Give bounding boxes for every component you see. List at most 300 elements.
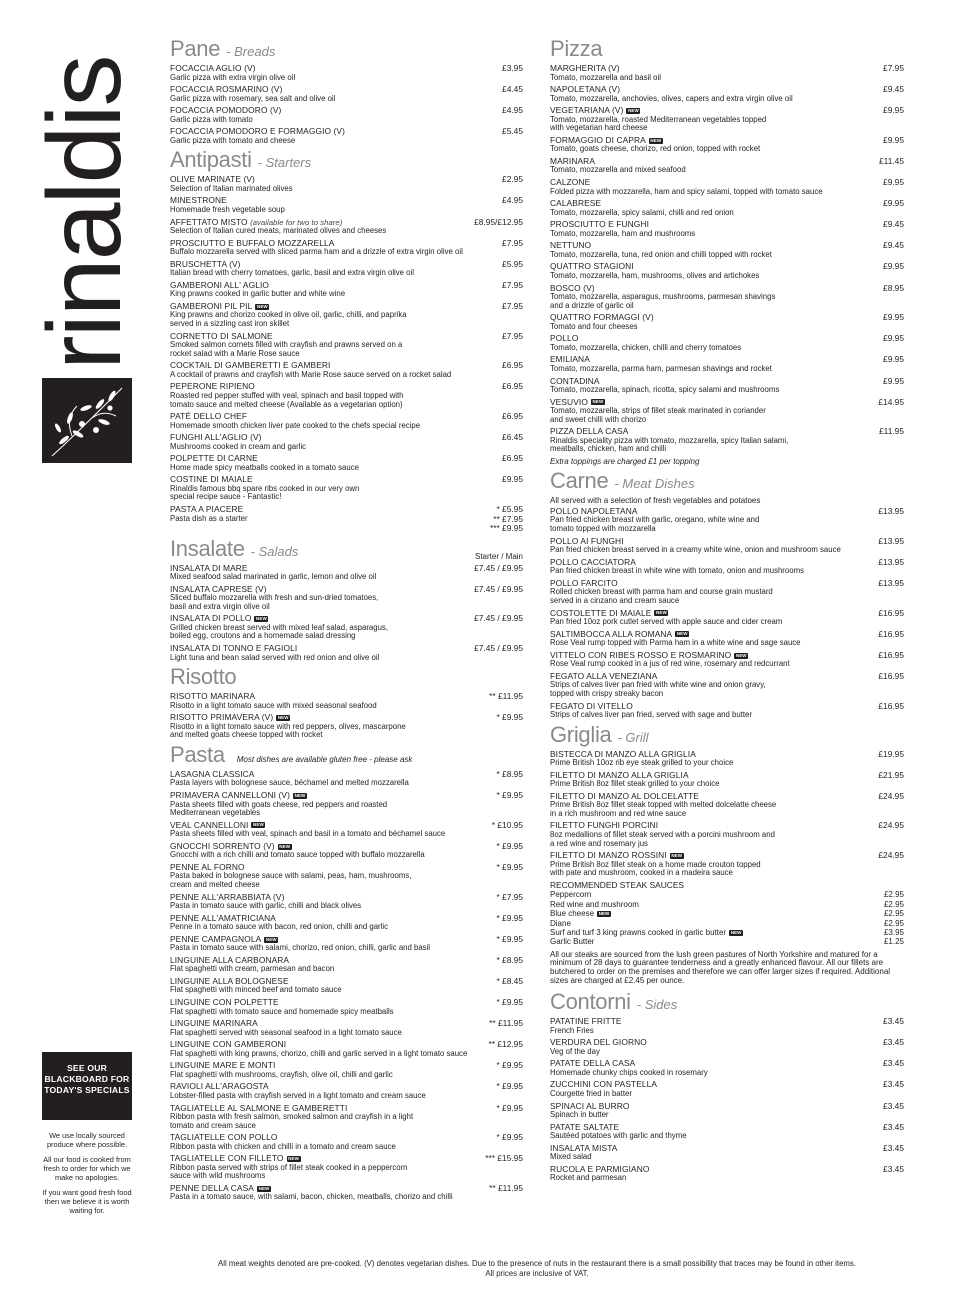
dish-description: Garlic pizza with rosemary, sea salt and olive oil [170,93,336,103]
dish-name: PATATE SALTATE [550,1121,620,1132]
dish-description: and a drizzle of garlic oil [550,300,634,310]
section-heading [170,535,523,563]
dish-price: £7.95 [502,300,523,311]
menu-item-text [170,302,502,329]
dish-description: tomato topped with mozzarella [550,524,656,534]
sauce-name: Surf and turf 3 king prawns cooked in garlic butter [550,927,727,937]
menu-item-text [170,412,502,430]
menu-item [170,281,523,299]
dish-price: £24.95 [878,850,904,861]
menu-item [170,956,523,974]
menu-item [170,914,523,932]
menu-item-text [170,842,496,860]
new-badge: NEW [598,911,610,917]
dish-price: * £9.95 [496,1081,523,1092]
dish-price: £13.95 [878,535,904,546]
steak-sauces-title: RECOMMENDED STEAK SAUCES [550,879,685,890]
dish-description: Ribbon pasta served with strips of fillet steak cooked in a peppercorn [170,1162,408,1172]
menu-item-text [170,239,502,257]
menu-item [550,398,904,425]
dish-description: 8oz medallions of fillet steak served with a porcini mushroom and [550,829,775,839]
sauce-name: Peppercorn [550,890,592,900]
dish-name: AFFETTATO MISTO [170,216,248,227]
dish-price: * £10.95 [491,819,523,830]
dish-name: NETTUNO [550,240,592,251]
dish-description: Lobster-filled pasta with crayfish served in a light tomato and cream sauce [170,1090,426,1100]
dish-price: £13.95 [878,556,904,567]
menu-item-text [550,1102,883,1120]
dish-price: £11.95 [879,426,904,437]
dish-name: PENNE CAMPAGNOLA [170,933,262,944]
menu-item-text [170,1019,489,1037]
dish-name: GNOCCHI SORRENTO (V) [170,840,275,851]
section-heading [550,721,904,749]
menu-item [550,771,904,789]
dish-name: BOSCO (V) [550,282,595,293]
dish-description: Prime British 8oz fillet steak on a home made crouton topped [550,859,761,869]
section-antipasti [170,149,523,533]
menu-item [170,585,523,612]
dish-name: FORMAGGIO DI CAPRA [550,134,646,145]
dish-name: POLLO CACCIATORA [550,556,636,567]
dish-description: and sweet chilli with chorizo [550,414,647,424]
dish-price: * £5.95 ** £7.95 *** £9.95 [489,504,523,534]
menu-item-text [550,702,878,720]
dish-price: £7.95 [502,330,523,341]
menu-item-text [170,1061,496,1079]
dish-price: £7.95 [502,279,523,290]
menu-item-text [170,644,474,662]
dish-name: MARINARA [550,155,596,166]
dish-price: * £9.95 [496,933,523,944]
dish-name: MARGHERITA (V) [550,63,620,73]
dish-name: RUCOLA E PARMIGIANO [550,1163,650,1174]
menu-item [550,851,904,878]
menu-item [550,178,904,196]
menu-item [170,175,523,193]
dish-name: FILETTO DI MANZO ALLA GRIGLIA [550,769,689,780]
section-pizza [550,38,904,466]
dish-price: £9.45 [883,84,904,95]
footer-vat-note: All prices are inclusive of VAT. [485,1269,589,1278]
dish-description: tomato sauce and melted cheese (Available as a vegetarian option) [170,399,403,409]
section-insalate [170,535,523,663]
dish-description: Pasta layers with bolognese sauce, béchamel and melted mozzarella [170,778,409,788]
menu-item-text [170,106,502,124]
new-badge: NEW [279,843,291,849]
dish-price: £7.95 [883,63,904,73]
section-subtitle: - Meat Dishes [614,475,695,491]
dish-price: £3.45 [883,1016,904,1027]
dish-price: £7.45 / £9.95 [474,613,523,624]
menu-item-text [550,398,878,425]
dish-name: VEGETARIANA (V) [550,105,624,116]
menu-item-name [550,1144,877,1154]
menu-item [550,579,904,606]
menu-item-text [550,178,883,196]
dish-name: GAMBERONI ALL' AGLIO [170,279,270,290]
dish-description: Tomato, mozzarella, anchovies, olives, capers and extra virgin olive oil [550,93,793,103]
menu-item-text [550,537,878,555]
menu-item [170,412,523,430]
dish-name: QUATTRO STAGIONI [550,261,634,272]
footer-allergen-note: All meat weights denoted are pre-cooked. (V) denotes vegetarian dishes. Due to the presence of nuts in the restaurant there is a small possibility that traces may be found in other items. [218,1259,856,1268]
price-column-header: Starter / Main [474,551,523,561]
menu-item [170,106,523,124]
dish-price: ** £11.95 [489,691,523,702]
menu-item-text [550,427,879,454]
menu-item-text [550,157,879,175]
dish-price: £16.95 [878,607,904,618]
dish-description: King prawns cooked in garlic butter and white wine [170,289,346,299]
dish-description: Grilled chicken breast served with mixed leaf salad, asparagus, [170,622,388,632]
dish-description: Spinach in butter [550,1110,609,1120]
dish-price: £9.95 [502,474,523,485]
dish-price: £6.95 [502,411,523,422]
dish-price: £3.45 [883,1163,904,1174]
dish-description: Pasta in tomato sauce with garlic, chilli and black olives [170,901,362,911]
menu-item [550,507,904,534]
dish-description: Flat spaghetti with king prawns, chorizo, chilli and garlic served in a light tomato sauce [170,1048,468,1058]
dish-description: with pate and mushroom, cooked in a madeira sauce [550,868,733,878]
dish-description: King prawns and chorizo cooked in olive oil, garlic, chilli, and paprika [170,310,407,320]
dish-name: POLLO FARCITO [550,577,618,588]
menu-item [170,260,523,278]
dish-name: LINGUINE CON POLPETTE [170,997,279,1008]
menu-item [550,85,904,103]
new-badge: NEW [730,929,742,935]
dish-price: £13.95 [878,577,904,588]
menu-item [550,427,904,454]
menu-item [170,454,523,472]
dish-name: BRUSCHETTA (V) [170,258,241,269]
dish-name: FEGATO ALLA VENEZIANA [550,670,658,681]
menu-item-text [170,1082,496,1100]
dish-description: Rocket and parmesan [550,1173,627,1183]
dish-price: £4.95 [502,105,523,116]
dish-price: * £9.95 [496,861,523,872]
dish-description: Veg of the day [550,1046,600,1056]
section-title: Antipasti [170,147,252,173]
dish-name: INSALATA DI MARE [170,562,248,573]
menu-item-text [550,630,878,648]
dish-name: COCKTAIL DI GAMBERETTI E GAMBERI [170,360,331,371]
dish-price: * £9.95 [496,1102,523,1113]
menu-item-text [550,851,878,878]
menu-item-text [550,85,883,103]
section-heading [170,666,523,691]
dish-description: rocket salad with a Marie Rose sauce [170,348,300,358]
dish-description: Tomato, goats cheese, chorizo, red onion, topped with rocket [550,144,761,154]
dish-description: Mixed salad [550,1152,592,1162]
menu-item [170,382,523,409]
section-footnote: Extra toppings are charged £1 per topping [550,456,700,466]
dish-description: Flat spaghetti served with seasonal seafood in a light tomato sauce [170,1027,402,1037]
menu-item-text [550,750,878,768]
dish-name: FOCACCIA AGLIO (V) [170,63,256,73]
dish-price: * £9.95 [496,840,523,851]
menu-item-text [550,609,878,627]
steak-sauce-row [550,909,904,918]
dish-name: PENNE ALL'ARRABBIATA (V) [170,891,285,902]
section-contorni [550,991,904,1183]
dish-description: cream and melted cheese [170,879,260,889]
dish-description: Prime British 8oz fillet steak grilled to your choice [550,779,720,789]
new-badge: NEW [294,792,306,798]
menu-column-right [550,38,904,1187]
sauce-price: £3.95 [883,927,904,937]
menu-item-text [170,218,474,236]
menu-item-name [550,1017,877,1027]
menu-item [170,1061,523,1079]
menu-item-text [170,893,496,911]
dish-price: * £9.95 [496,997,523,1008]
dish-description: Homemade chunky chips cooked in rosemary [550,1067,708,1077]
sauce-name: Garlic Butter [550,937,595,947]
dish-name: POLLO AI FUNGHI [550,535,624,546]
dish-name: PROSCIUTTO E FUNGHI [550,219,649,230]
new-badge: NEW [735,652,747,658]
dish-description: Pasta in tomato sauce with salami, chorizo, red onion, chilli, garlic and basil [170,943,431,953]
dish-price: £2.95 [502,174,523,185]
dish-price: £11.45 [879,155,904,166]
dish-description: Tomato, mozzarella, strips of fillet steak marinated in coriander [550,406,766,416]
dish-description: Tomato, mozzarella, spicy salami, chilli and red onion [550,207,734,217]
dish-price: *** £15.95 [485,1153,523,1164]
dish-description: in a rich mushroom and red wine sauce [550,808,687,818]
dish-name: VESUVIO [550,396,588,407]
dish-name: FEGATO DI VITELLO [550,700,633,711]
dish-description: Sautéed potatoes with garlic and thyme [550,1131,687,1141]
dish-description: Tomato, mozzarella, ham, mushrooms, olives and artichokes [550,270,760,280]
menu-item [170,218,523,236]
menu-item [550,750,904,768]
dish-description: Mixed seafood salad marinated in garlic, lemon and olive oil [170,572,377,582]
dish-name: FILETTO DI MANZO ROSSINI [550,850,667,861]
blackboard-specials-box: SEE OUR BLACKBOARD FOR TODAY'S SPECIALS [42,1052,132,1120]
dish-name: GAMBERONI PIL PIL [170,300,253,311]
dish-description: Strips of calves liver pan fried with white wine and onion gravy, [550,680,766,690]
menu-item [550,537,904,555]
dish-description: special recipe sauce - Fantastic! [170,492,282,502]
menu-item-text [170,1040,489,1058]
dish-price: £16.95 [878,628,904,639]
menu-item [550,199,904,217]
menu-item-text [170,977,496,995]
section-title: Contorni [550,989,631,1015]
menu-item [550,702,904,720]
dish-price: £7.95 [502,237,523,248]
dish-name: SALTIMBOCCA ALLA ROMANA [550,628,673,639]
note-waiting: If you want good fresh food then we believe it is worth waiting for. [42,1188,132,1215]
sauce-price: £2.95 [883,918,904,928]
dish-description: Rolled chicken breast with parma ham and course grain mustard [550,587,773,597]
menu-item [170,614,523,641]
menu-item [170,196,523,214]
steak-sourcing-note: All our steaks are sourced from the lush green pastures of North Yorkshire and matured for a minimum of 28 days to guarantee tenderness and a greatly enhanced flavour. All our fillets are butchered to order on the premises and therefore we can offer larger sizes if required. Additional sizes are charged at £2.45 per ounce. [550,949,891,985]
section-heading [550,467,904,495]
dish-description: Selection of Italian marinated olives [170,183,293,193]
dish-description: Pasta dish as a starter [170,513,248,523]
dish-price: £9.95 [883,312,904,323]
dish-name: INSALATA MISTA [550,1142,618,1153]
dish-description: Flat spaghetti with mushrooms, crayfish, olive oil, chilli and garlic [170,1069,393,1079]
dish-description: Smoked salmon cornets filled with crayfish and prawns served on a [170,340,403,350]
dish-name: FUNGHI ALL'AGLIO (V) [170,432,262,443]
menu-item [550,157,904,175]
menu-item [550,220,904,238]
dish-price: £4.95 [502,195,523,206]
menu-item [550,821,904,848]
dish-price: £3.45 [883,1100,904,1111]
dish-name: FOCACCIA ROSMARINO (V) [170,84,283,95]
menu-item-text [550,106,883,133]
menu-item [550,136,904,154]
dish-description: Tomato, mozzarella, parma ham, parmesan shavings and rocket [550,363,772,373]
dish-name: TAGLIATELLE AL SALMONE E GAMBERETTI [170,1102,348,1113]
dish-name: LINGUINE MARE E MONTI [170,1060,276,1071]
dish-name: TAGLIATELLE CON FILLETO [170,1153,284,1164]
new-badge: NEW [676,631,688,637]
section-risotto [170,666,523,740]
dish-name: FOCACCIA POMODORO (V) [170,105,282,116]
menu-item-text [170,475,502,502]
dish-name: RISOTTO PRIMAVERA (V) [170,712,274,723]
menu-item-text [550,136,883,154]
dish-name: RAVIOLI ALL'ARAGOSTA [170,1081,269,1092]
menu-item-text [170,692,489,710]
dish-name: POLPETTE DI CARNE [170,453,258,464]
dish-price: £9.45 [883,240,904,251]
dish-description: Pan fried chicken breast with garlic, oregano, white wine and [550,515,760,525]
dish-name: PATATE DELLA CASA [550,1058,636,1069]
dish-description: topped with crispy streaky bacon [550,688,664,698]
section-pane [170,38,523,145]
menu-item [170,998,523,1016]
dish-description: Tomato and four cheeses [550,321,638,331]
dish-description: Pasta sheets filled with goats cheese, red peppers and roasted [170,799,388,809]
dish-price: £7.45 / £9.95 [474,583,523,594]
dish-price: £19.95 [878,748,904,759]
menu-item-text [550,651,878,669]
dish-price: £24.95 [878,820,904,831]
menu-item [550,1102,904,1120]
dish-price: £3.45 [883,1121,904,1132]
menu-item [170,842,523,860]
new-badge: NEW [256,303,268,309]
dish-name: INSALATA CAPRESE (V) [170,583,267,594]
dish-description: Tomato, mozzarella and mixed seafood [550,165,686,175]
menu-item [170,977,523,995]
dish-price: * £9.95 [496,1132,523,1143]
dish-price: £14.95 [878,396,904,407]
dish-name: POLLO [550,333,579,344]
steak-sauce-row [550,900,904,909]
menu-item [170,863,523,890]
section-heading [170,38,523,63]
menu-item [170,239,523,257]
section-heading [170,741,523,769]
dish-name: LINGUINE CON GAMBERONI [170,1039,287,1050]
dish-price: * £8.45 [496,975,523,986]
menu-item [550,106,904,133]
dish-price: * £8.95 [496,768,523,779]
new-badge: NEW [628,107,639,113]
menu-item-text [170,175,502,193]
dish-description: served in a cinzano and cream sauce [550,595,680,605]
dish-price: £8.95/£12.95 [474,216,523,227]
menu-item [550,609,904,627]
dish-description: Homemade smooth chicken liver pate cooked to the chefs special recipe [170,420,421,430]
menu-item-text [550,377,883,395]
dish-name: CORNETTO DI SALMONE [170,330,273,341]
dish-price: ** £12.95 [488,1039,523,1050]
sauce-name: Diane [550,918,571,928]
menu-item [170,332,523,359]
dish-price: * £8.95 [496,954,523,965]
dish-name: COSTOLETTE DI MAIALE [550,607,652,618]
dish-price: * £7.95 [496,891,523,902]
new-badge: NEW [650,137,662,143]
menu-item-text [170,914,496,932]
dish-price: £3.45 [883,1079,904,1090]
dish-name: PENNE AL FORNO [170,861,245,872]
dish-name: CONTADINA [550,375,600,386]
dish-name: MINESTRONE [170,195,227,206]
menu-item [170,85,523,103]
dish-price: £6.95 [502,381,523,392]
dish-description: Sliced buffalo mozzarella with fresh and sun-dried tomatoes, [170,593,379,603]
dish-price: £8.95 [883,282,904,293]
sauce-name-wrap [550,900,639,909]
menu-item-text [170,260,502,278]
dish-description: Pasta in a tomato sauce, with salami, bacon, chicken, meatballs, chorizo and chilli [170,1192,453,1202]
sauce-price: £2.95 [883,909,904,919]
new-badge: NEW [253,822,264,828]
menu-item [550,1165,904,1183]
new-badge: NEW [258,1185,270,1191]
sauce-price: £2.95 [883,890,904,900]
section-subtitle: - Grill [617,729,649,745]
dish-description: Flat spaghetti with tomato sauce and homemade spicy meatballs [170,1006,394,1016]
menu-item-text [170,85,502,103]
dish-description: Ribbon pasta with chicken and chilli in a tomato and cream sauce [170,1141,396,1151]
dish-name: EMILIANA [550,354,590,365]
dish-price: £5.45 [502,126,523,137]
menu-item-text [170,821,492,839]
dish-description: basil and extra virgin olive oil [170,601,270,611]
dish-description: Tomato, mozzarella, chicken, chilli and cherry tomatoes [550,342,742,352]
dish-name: FOCACCIA POMODORO E FORMAGGIO (V) [170,126,345,137]
new-badge: NEW [592,399,604,405]
dish-description: Light tuna and bean salad served with red onion and olive oil [170,652,380,662]
menu-item [170,692,523,710]
steak-sauce-row [550,928,904,937]
dish-description: Roasted red pepper stuffed with veal, spinach and basil topped with [170,390,404,400]
dish-name: LASAGNA CLASSICA [170,768,255,779]
menu-item-text [550,1017,883,1035]
dish-description: Penne in a tomato sauce with bacon, red onion, chilli and garlic [170,922,389,932]
section-heading [550,991,904,1016]
dish-name: NAPOLETANA (V) [550,84,621,95]
dish-description: served in a sizzling cast iron skillet [170,319,290,329]
dish-description: French Fries [550,1025,594,1035]
dish-description: Home made spicy meatballs cooked in a tomato sauce [170,462,359,472]
dish-name: VERDURA DEL GIORNO [550,1037,647,1048]
dish-name: PATATINE FRITTE [550,1016,622,1027]
dish-description: Rinaldis famous bbq spare ribs cooked in our very own [170,483,360,493]
dish-name: CALZONE [550,177,591,188]
